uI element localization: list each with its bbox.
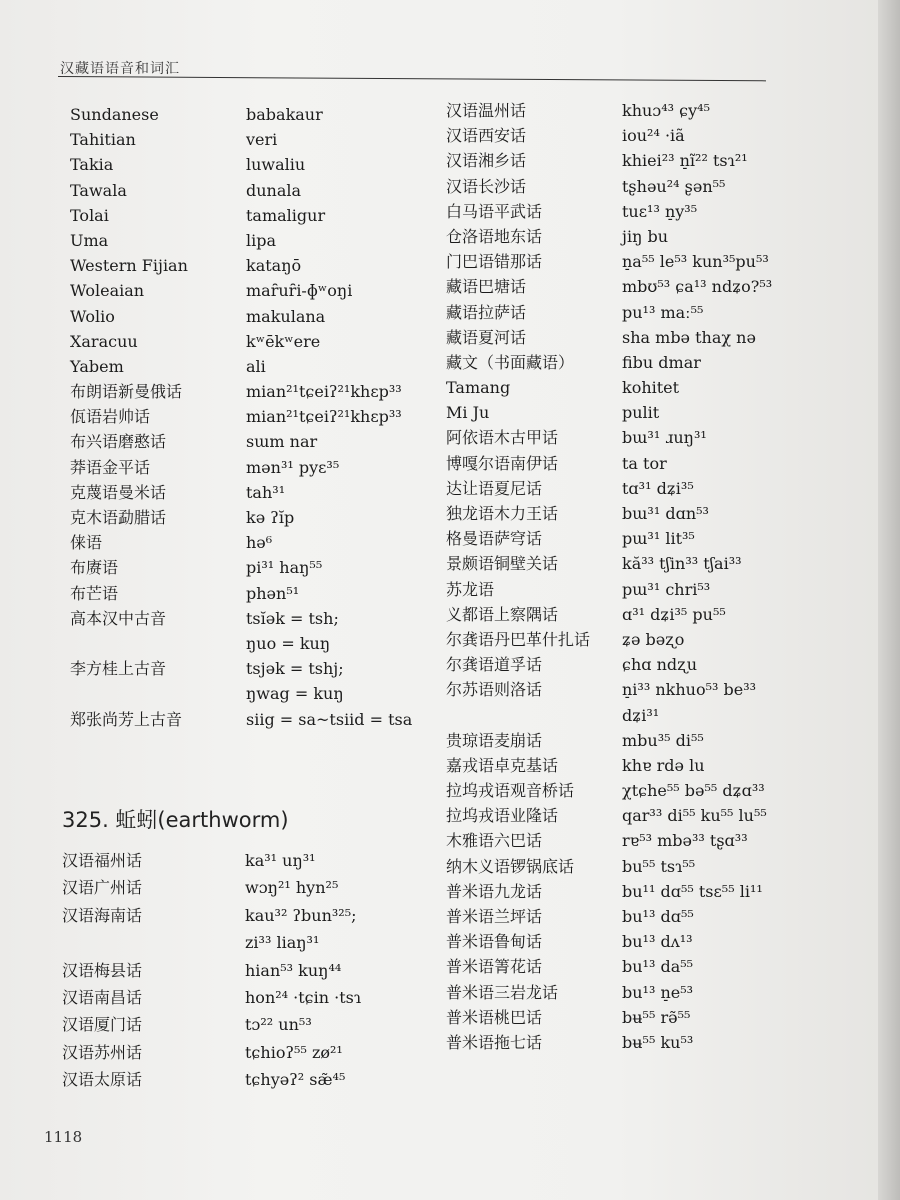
word-form: kʷēkʷere <box>246 331 321 351</box>
word-form: mian²¹tɕeiʔ²¹khɛp³³ <box>246 407 402 427</box>
language-name: Sundanese <box>70 105 159 124</box>
entry-row <box>446 327 866 352</box>
entry-row <box>446 478 866 503</box>
word-form: kataŋō <box>246 256 302 276</box>
entry-row <box>62 1042 442 1069</box>
language-name: 景颇语铜壁关话 <box>446 554 559 574</box>
entry-row <box>62 987 442 1014</box>
entry-row <box>70 557 440 582</box>
entry-row <box>446 176 866 201</box>
language-name: 贵琼语麦崩话 <box>446 730 543 750</box>
language-name: 布朗语新曼俄话 <box>70 382 183 402</box>
language-name: 李方桂上古音 <box>70 659 167 679</box>
entry-row <box>70 583 440 608</box>
language-name: 汉语太原话 <box>62 1070 143 1090</box>
word-form: mən³¹ pyɛ³⁵ <box>246 457 340 477</box>
entry-row <box>70 180 440 205</box>
language-name: 尔苏语则洛话 <box>446 680 543 700</box>
word-form: sɯm nar <box>246 432 318 452</box>
entry-row <box>70 658 440 683</box>
language-name: 汉语苏州话 <box>62 1042 143 1062</box>
entry-row <box>446 251 866 276</box>
language-name: 汉语海南话 <box>62 905 143 925</box>
word-form: mbu³⁵ di⁵⁵ <box>622 730 704 750</box>
language-name: 汉语湘乡话 <box>446 151 527 171</box>
entry-row <box>70 331 440 356</box>
word-form: bʉ⁵⁵ ku⁵³ <box>622 1032 694 1052</box>
entry-row <box>70 683 440 708</box>
entry-row <box>70 507 440 532</box>
entry-row <box>446 830 866 855</box>
word-form: khɐ rdə lu <box>622 755 705 775</box>
language-name: 普米语鲁甸话 <box>446 932 543 952</box>
entry-row <box>70 633 440 658</box>
word-form: ka³¹ uŋ³¹ <box>245 851 316 870</box>
entry-row <box>62 932 442 959</box>
word-form: bʉ⁵⁵ rə̃⁵⁵ <box>622 1007 691 1027</box>
word-form: ɕhɑ ndʐu <box>622 655 697 675</box>
language-name: 莽语金平话 <box>70 457 151 477</box>
entry-row <box>70 205 440 230</box>
left-column-bottom <box>62 850 442 1097</box>
language-name: 尔龚语丹巴革什扎话 <box>446 629 591 649</box>
language-name: 仓洛语地东话 <box>446 226 543 246</box>
entry-row <box>446 226 866 251</box>
entry-row <box>446 377 866 402</box>
language-name: 藏语巴塘话 <box>446 277 527 297</box>
page-number: 1118 <box>44 1128 83 1146</box>
word-form: bu¹³ dʌ¹³ <box>622 932 693 952</box>
entry-row <box>446 402 866 427</box>
entry-row <box>70 280 440 305</box>
word-form: hə⁶ <box>246 533 273 553</box>
entry-row <box>446 427 866 452</box>
word-form: ta tor <box>622 453 667 473</box>
word-form: ali <box>246 356 266 376</box>
word-form: sha mbə thaχ nə <box>622 327 756 347</box>
word-form: mian²¹tɕeiʔ²¹khɛp³³ <box>246 382 402 402</box>
entry-row <box>446 931 866 956</box>
word-form: pɯ³¹ lit³⁵ <box>622 529 695 549</box>
entry-row <box>62 1069 442 1096</box>
entry-row <box>446 100 866 125</box>
word-form: tɔ²² un⁵³ <box>245 1015 312 1035</box>
language-name: 纳木义语锣锅底话 <box>446 856 575 876</box>
word-form: n̠i³³ nkhuo⁵³ be³³ <box>622 680 757 700</box>
entry-row <box>70 255 440 280</box>
language-name: 高本汉中古音 <box>70 608 167 628</box>
right-column <box>446 100 866 1057</box>
entry-row <box>62 1014 442 1041</box>
word-form: kə ʔĭp <box>246 508 295 527</box>
word-form: bu¹³ da⁵⁵ <box>622 957 694 977</box>
word-form: tʂhəu²⁴ ʂən⁵⁵ <box>622 176 726 196</box>
language-name: 白马语平武话 <box>446 201 543 221</box>
word-form: tɕhioʔ⁵⁵ zø²¹ <box>245 1042 343 1062</box>
entry-row <box>70 457 440 482</box>
word-form: luwaliu <box>246 155 306 175</box>
entry-row <box>446 856 866 881</box>
entry-row <box>446 906 866 931</box>
language-name: 阿依语木古甲话 <box>446 428 559 448</box>
language-name: Tawala <box>70 180 127 200</box>
word-form: khiei²³ n̠ĩ²² tsɿ²¹ <box>622 151 748 171</box>
language-name: Tamang <box>446 378 511 398</box>
language-name: 普米语箐花话 <box>446 957 543 977</box>
entry-row <box>446 1007 866 1032</box>
word-form: tsĭək = tsh; <box>246 608 339 628</box>
entry-row <box>446 553 866 578</box>
entry-row <box>446 755 866 780</box>
word-form: fibu dmar <box>622 352 701 372</box>
word-form: kohitet <box>622 378 680 398</box>
entry-row <box>446 629 866 654</box>
book-spine-shadow <box>878 0 900 1200</box>
entry-row <box>446 881 866 906</box>
section-title: 325. 蚯蚓(earthworm) <box>62 808 289 832</box>
entry-row <box>70 154 440 179</box>
language-name: 苏龙语 <box>446 579 495 599</box>
language-name: 格曼语萨穹话 <box>446 529 543 549</box>
entry-row <box>70 306 440 331</box>
word-form: rɐ⁵³ mbə³³ tʂɑ³³ <box>622 831 748 851</box>
entry-row <box>446 604 866 629</box>
entry-row <box>446 982 866 1007</box>
word-form: phən⁵¹ <box>246 583 300 603</box>
language-name: Woleaian <box>70 281 145 301</box>
language-name: 克木语勐腊话 <box>70 508 167 527</box>
language-name: 藏文（书面藏语） <box>446 352 575 372</box>
language-name: 博嘎尔语南伊话 <box>446 453 559 473</box>
language-name: 木雅语六巴话 <box>446 831 543 851</box>
word-form: bu¹¹ dɑ⁵⁵ tsɛ⁵⁵ li¹¹ <box>622 881 763 901</box>
language-name: 汉语西安话 <box>446 126 527 146</box>
entry-row <box>446 730 866 755</box>
word-form: pu¹³ maː⁵⁵ <box>622 302 704 322</box>
entry-row <box>62 905 442 932</box>
entry-row <box>70 431 440 456</box>
word-form: kau³² ʔbun³²⁵; <box>245 905 357 925</box>
entry-row <box>70 381 440 406</box>
entry-row <box>446 956 866 981</box>
running-head: 汉藏语语音和词汇 <box>60 61 180 77</box>
language-name: 普米语九龙话 <box>446 881 543 901</box>
language-name: Wolio <box>70 306 115 326</box>
language-name: 普米语拖七话 <box>446 1032 543 1052</box>
entry-row <box>62 877 442 904</box>
language-name: 藏语夏河话 <box>446 327 527 347</box>
language-name: 汉语南昌话 <box>62 987 143 1007</box>
language-name: 郑张尚芳上古音 <box>70 709 183 729</box>
word-form: tɑ³¹ dʑi³⁵ <box>622 478 694 498</box>
entry-row <box>446 503 866 528</box>
word-form: iou²⁴ ·iã <box>622 126 685 146</box>
word-form: mbʊ⁵³ ɕa¹³ ndʑo?⁵³ <box>622 277 773 297</box>
word-form: veri <box>246 130 278 150</box>
word-form: kă³³ tʃin³³ tʃai³³ <box>622 554 742 574</box>
word-form: bɯ³¹ ɹuŋ³¹ <box>622 428 707 448</box>
entry-row <box>446 1032 866 1057</box>
language-name: 嘉戎语卓克基话 <box>446 755 559 775</box>
word-form: tɕhyəʔ² sæ̃⁴⁵ <box>245 1070 346 1090</box>
entry-row <box>70 709 440 734</box>
language-name: 普米语桃巴话 <box>446 1007 543 1027</box>
word-form: pulit <box>622 403 660 423</box>
word-form: jiŋ bu <box>622 226 669 246</box>
word-form: tuɛ¹³ n̠y³⁵ <box>622 201 698 221</box>
entry-row <box>70 129 440 154</box>
language-name: 门巴语错那话 <box>446 252 543 272</box>
entry-row <box>446 125 866 150</box>
word-form: tsjək = tshj; <box>246 659 344 679</box>
entry-row <box>70 406 440 431</box>
header-rule <box>58 76 766 81</box>
word-form: ʑə bəʐo <box>622 629 685 649</box>
language-name: 拉坞戎语业隆话 <box>446 806 559 826</box>
language-name: 俫语 <box>70 533 103 553</box>
language-name: 普米语三岩龙话 <box>446 982 559 1002</box>
language-name: 汉语厦门话 <box>62 1015 143 1035</box>
word-form: lipa <box>246 230 277 250</box>
language-name: 布赓语 <box>70 558 119 578</box>
word-form: hon²⁴ ·tɕin ·tsɿ <box>245 987 362 1007</box>
word-form: tah³¹ <box>246 482 286 502</box>
word-form: siig = sa~tsiid = tsa <box>246 709 413 729</box>
word-form: dunala <box>246 180 302 200</box>
language-name: Mi Ju <box>446 403 490 423</box>
language-name: Tolai <box>70 205 109 225</box>
word-form: zi³³ liaŋ³¹ <box>245 933 320 953</box>
word-form: ŋuo = kuŋ <box>246 633 331 653</box>
word-form: tamaligur <box>246 205 326 225</box>
word-form: pi³¹ haŋ⁵⁵ <box>246 558 323 578</box>
entry-row <box>62 960 442 987</box>
entry-row <box>70 482 440 507</box>
entry-row <box>446 679 866 704</box>
language-name: 汉语梅县话 <box>62 960 143 980</box>
entry-row <box>446 276 866 301</box>
language-name: Uma <box>70 230 109 250</box>
language-name: Xaracuu <box>70 331 138 351</box>
word-form: bu⁵⁵ tsɿ⁵⁵ <box>622 856 696 876</box>
word-form: ɑ³¹ dʑi³⁵ pu⁵⁵ <box>622 604 726 624</box>
entry-row <box>70 532 440 557</box>
entry-row <box>70 230 440 255</box>
language-name: 克蔑语曼米话 <box>70 482 167 502</box>
language-name: 独龙语木力王话 <box>446 504 559 523</box>
entry-row <box>446 302 866 327</box>
language-name: Takia <box>70 155 114 175</box>
left-column-top <box>70 104 440 734</box>
word-form: ŋwag = kuŋ <box>246 684 344 704</box>
entry-row <box>446 201 866 226</box>
language-name: Western Fijian <box>70 256 188 276</box>
entry-row <box>70 104 440 129</box>
entry-row <box>446 150 866 175</box>
word-form: χtɕhe⁵⁵ bə⁵⁵ dʑɑ³³ <box>622 781 765 801</box>
language-name: 普米语兰坪话 <box>446 907 543 926</box>
entry-row <box>446 780 866 805</box>
language-name: 义都语上察隅话 <box>446 604 559 624</box>
entry-row <box>62 850 442 877</box>
language-name: 藏语拉萨话 <box>446 302 527 322</box>
entry-row <box>446 705 866 730</box>
entry-row <box>446 453 866 478</box>
word-form: makulana <box>246 306 326 326</box>
language-name: Tahitian <box>70 130 136 150</box>
entry-row <box>446 352 866 377</box>
entry-row <box>70 356 440 381</box>
language-name: 汉语广州话 <box>62 878 143 898</box>
language-name: 布芒语 <box>70 583 119 603</box>
language-name: 汉语长沙话 <box>446 176 527 196</box>
language-name: 尔龚语道孚话 <box>446 655 543 675</box>
language-name: 拉坞戎语观音桥话 <box>446 781 575 801</box>
entry-row <box>446 805 866 830</box>
language-name: 达让语夏尼话 <box>446 478 543 498</box>
entry-row <box>70 608 440 633</box>
word-form: wɔŋ²¹ hyn²⁵ <box>245 878 339 898</box>
word-form: bɯ³¹ dɑn⁵³ <box>622 504 709 523</box>
word-form: qar³³ di⁵⁵ ku⁵⁵ lu⁵⁵ <box>622 806 767 826</box>
entry-row <box>446 528 866 553</box>
entry-row <box>446 654 866 679</box>
word-form: hian⁵³ kuŋ⁴⁴ <box>245 960 342 980</box>
language-name: 汉语福州话 <box>62 851 143 870</box>
language-name: 佤语岩帅话 <box>70 407 151 427</box>
word-form: maȓuȓi-ɸʷoŋi <box>246 281 353 301</box>
language-name: 布兴语磨憨话 <box>70 432 167 452</box>
word-form: dʑi³¹ <box>622 705 660 725</box>
word-form: bu¹³ dɑ⁵⁵ <box>622 907 694 926</box>
language-name: 汉语温州话 <box>446 101 527 120</box>
word-form: pɯ³¹ chri⁵³ <box>622 579 711 599</box>
language-name: Yabem <box>70 356 124 376</box>
word-form: bu¹³ n̠e⁵³ <box>622 982 694 1002</box>
word-form: khuɔ⁴³ ɕy⁴⁵ <box>622 101 711 120</box>
entry-row <box>446 579 866 604</box>
word-form: n̠a⁵⁵ le⁵³ kun³⁵pu⁵³ <box>622 252 769 272</box>
word-form: babakaur <box>246 105 323 124</box>
